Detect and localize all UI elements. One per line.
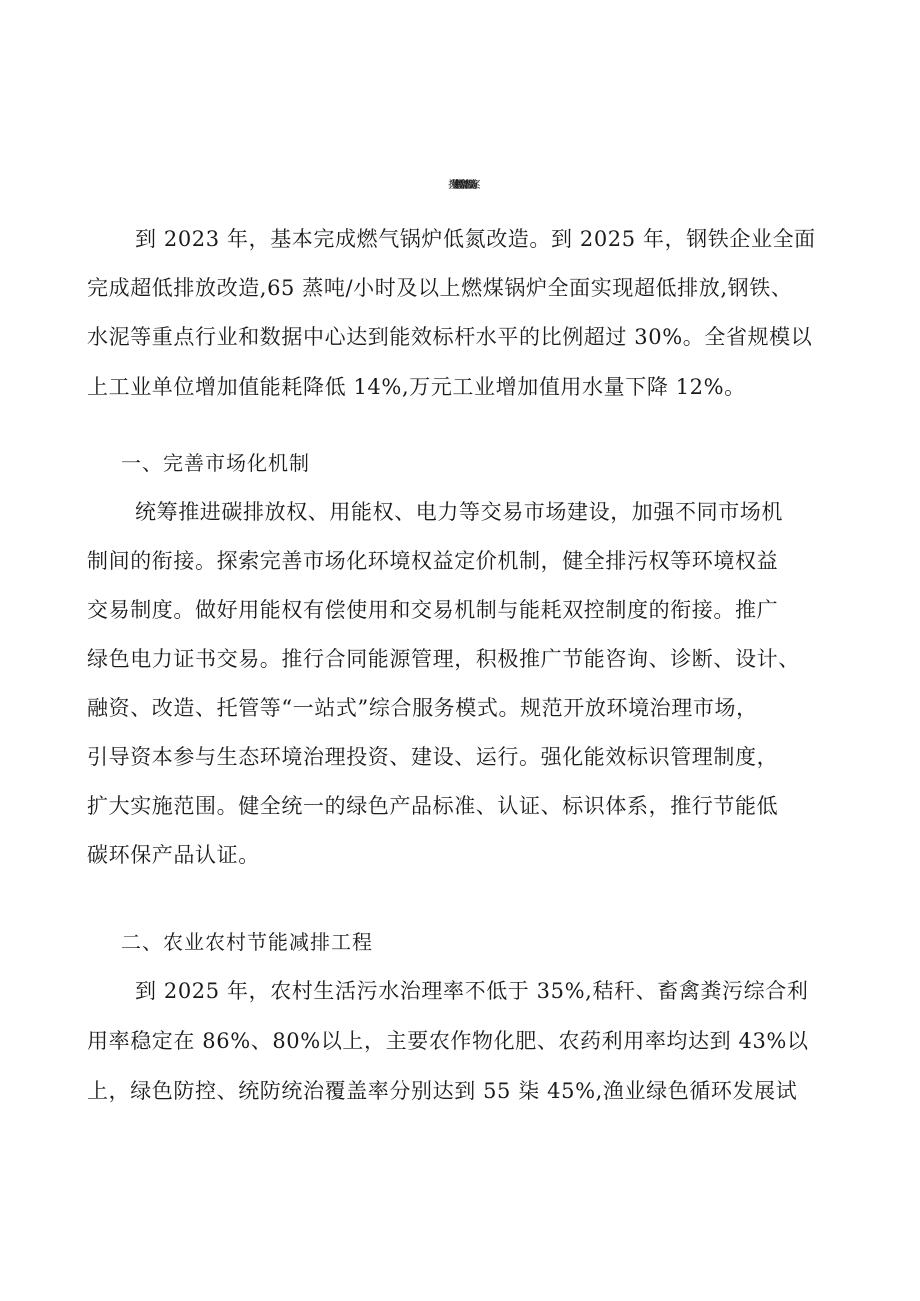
section-1-line-5: 融资、改造、托管等“一站式”综合服务模式。规范开放环境治理市场， (87, 696, 758, 720)
section-2-line-1: 到 2025 年，农村生活污水治理率不低于 35%,秸秆、畜禽粪污综合利 (135, 979, 809, 1003)
section-1-line-6: 引导资本参与生态环境治理投资、建设、运行。强化能效标识管理制度， (87, 745, 779, 769)
section-1-line-4: 绿色电力证书交易。推行合同能源管理，积极推广节能咨询、诊断、设计、 (87, 647, 800, 671)
section-1-line-1: 统筹推进碳排放权、用能权、电力等交易市场建设，加强不同市场机 (135, 500, 783, 524)
section-2-heading: 二、农业农村节能减排工程 (121, 930, 373, 954)
section-1-line-3: 交易制度。做好用能权有偿使用和交易机制与能耗双控制度的衔接。推广 (87, 598, 779, 622)
intro-line-4: 上工业单位增加值能耗降低 14%,万元工业增加值用水量下降 12%。 (87, 375, 746, 399)
intro-line-1: 到 2023 年，基本完成燃气锅炉低氮改造。到 2025 年，钢铁企业全面 (135, 227, 816, 251)
section-1-line-8: 碳环保产品认证。 (87, 843, 260, 867)
section-2-line-2: 用率稳定在 86%、80%以上，主要农作物化肥、农药利用率均达到 43%以 (87, 1029, 809, 1053)
section-1-heading: 一、完善市场化机制 (121, 451, 310, 475)
intro-line-2: 完成超低排放改造,65 蒸吨/小时及以上燃煤锅炉全面实现超低排放,钢铁、 (87, 276, 793, 300)
section-2-line-3: 上，绿色防控、统防统治覆盖率分别达到 55 柒 45%,渔业绿色循环发展试 (87, 1079, 798, 1103)
section-1-line-7: 扩大实施范围。健全统一的绿色产品标准、认证、标识体系，推行节能低 (87, 794, 779, 818)
document-title: 挥发性有机物综合整治工程实施方案 (448, 180, 472, 191)
intro-line-3: 水泥等重点行业和数据中心达到能效标杆水平的比例超过 30%。全省规模以 (87, 325, 813, 349)
section-1-line-2: 制间的衔接。探索完善市场化环境权益定价机制，健全排污权等环境权益 (87, 549, 779, 573)
